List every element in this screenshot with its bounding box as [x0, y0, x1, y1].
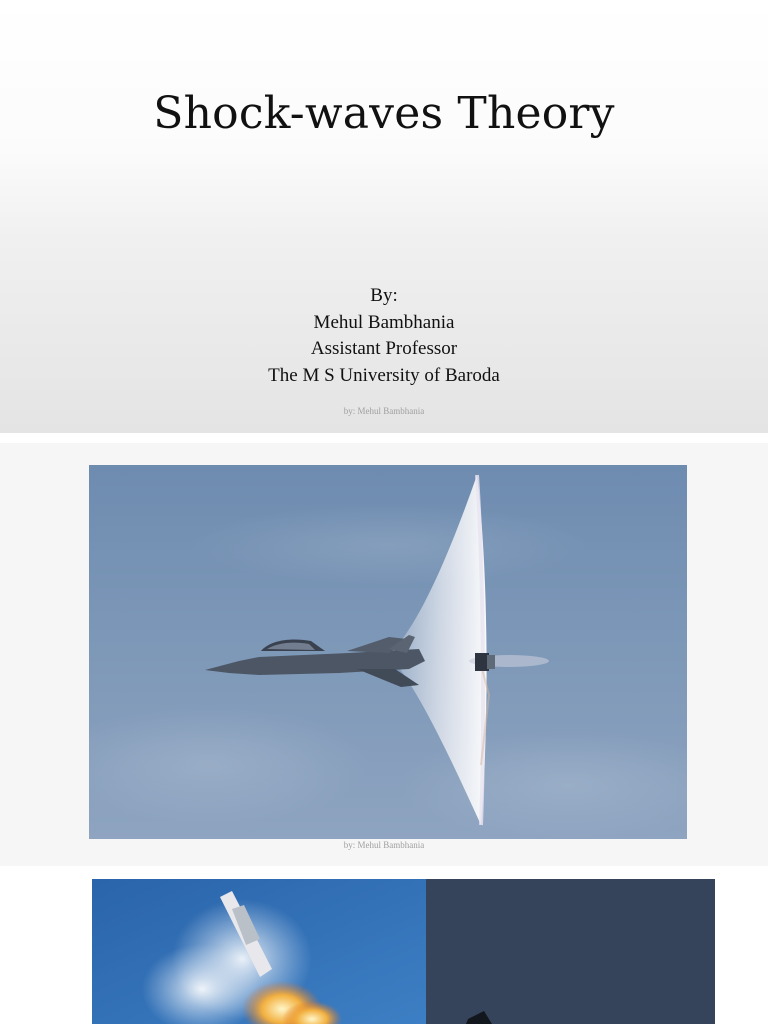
- slide-footer: by: Mehul Bambhania: [343, 840, 425, 850]
- author-name: Mehul Bambhania: [313, 311, 455, 333]
- author-block: [0, 283, 768, 389]
- byline-label: By:: [370, 285, 398, 306]
- author-position: Assistant Professor: [310, 338, 458, 359]
- jet-shockwave-photo: [89, 465, 687, 839]
- slide-1: [0, 0, 768, 433]
- slide-2: [0, 443, 768, 866]
- author-institution: The M S University of Baroda: [268, 364, 500, 386]
- space-shuttle-photo: [92, 879, 426, 1024]
- dark-sky-photo: [426, 879, 715, 1024]
- slide-3: [0, 866, 768, 1024]
- slide-footer: by: Mehul Bambhania: [343, 406, 425, 416]
- slide-title: Shock-waves Theory: [153, 88, 615, 139]
